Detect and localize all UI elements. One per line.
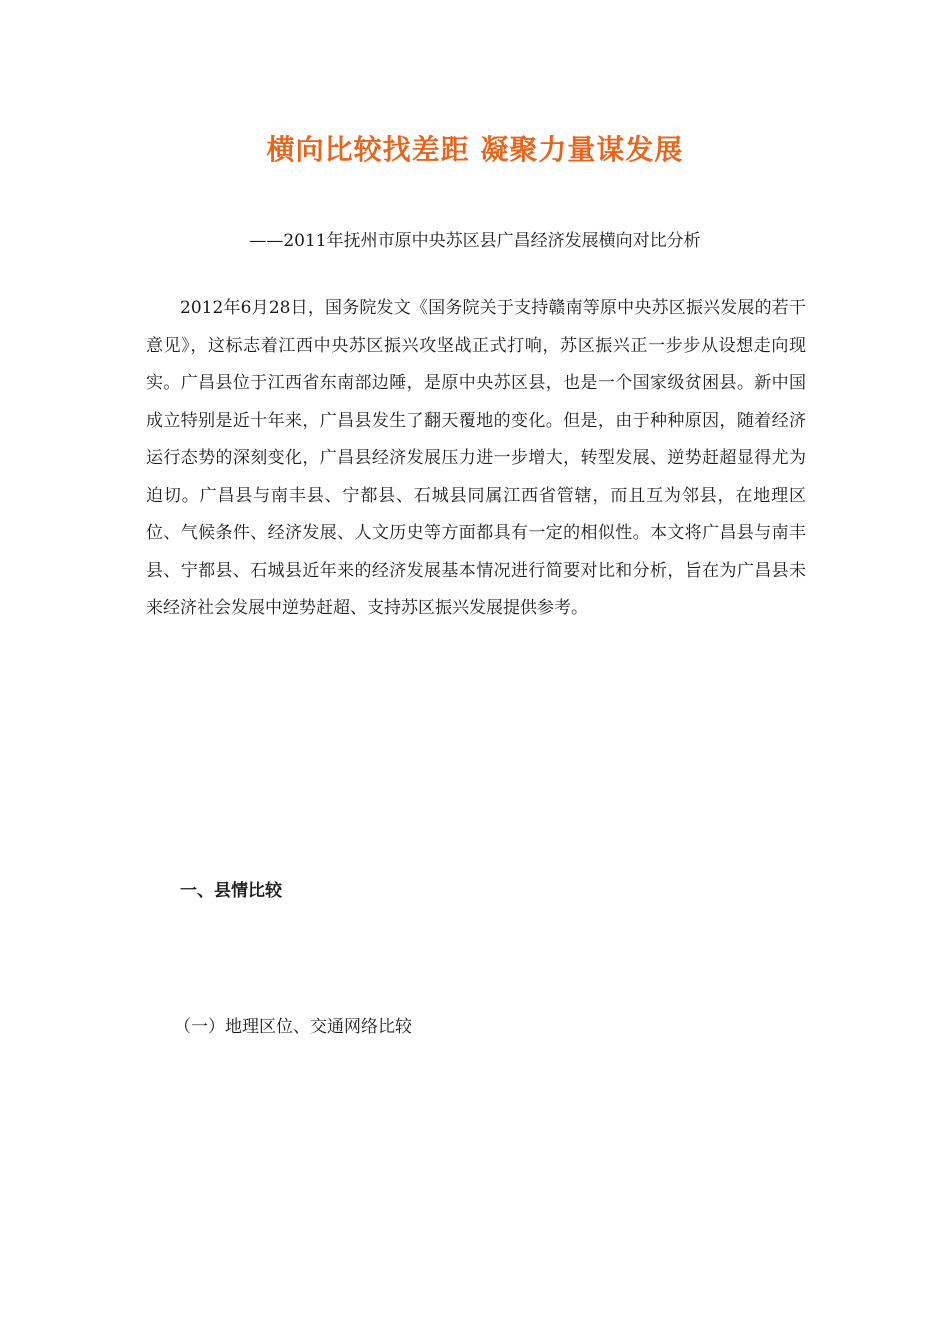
- document-title: 横向比较找差距 凝聚力量谋发展: [266, 133, 684, 166]
- intro-paragraph: 2012年6月28日，国务院发文《国务院关于支持赣南等原中央苏区振兴发展的若干意见》，这标志着江西中央苏区振兴攻坚战正式打响，苏区振兴正一步步从设想走向现实。广昌县位于江西省东南部边陲，是原中央苏区县，也是一个国家级贫困县。新中国成立特别是近十年来，广昌县发生了翻天覆地的变化。但是，由于种种原因，随着经济运行态势的深刻变化，广昌县经济发展压力进一步增大，转型发展、逆势赶超显得尤为迫切。广昌县与南丰县、宁都县、石城县同属江西省管辖，而且互为邻县，在地理区位、气候条件、经济发展、人文历史等方面都具有一定的相似性。本文将广昌县与南丰县、宁都县、石城县近年来的经济发展基本情况进行简要对比和分析，旨在为广昌县未来经济社会发展中逆势赶超、支持苏区振兴发展提供参考。: [146, 298, 806, 618]
- subsection-heading: （一）地理区位、交通网络比较: [174, 1017, 412, 1037]
- document-subtitle: ——2011年抚州市原中央苏区县广昌经济发展横向对比分析: [249, 231, 701, 251]
- section-heading: 一、县情比较: [180, 881, 282, 901]
